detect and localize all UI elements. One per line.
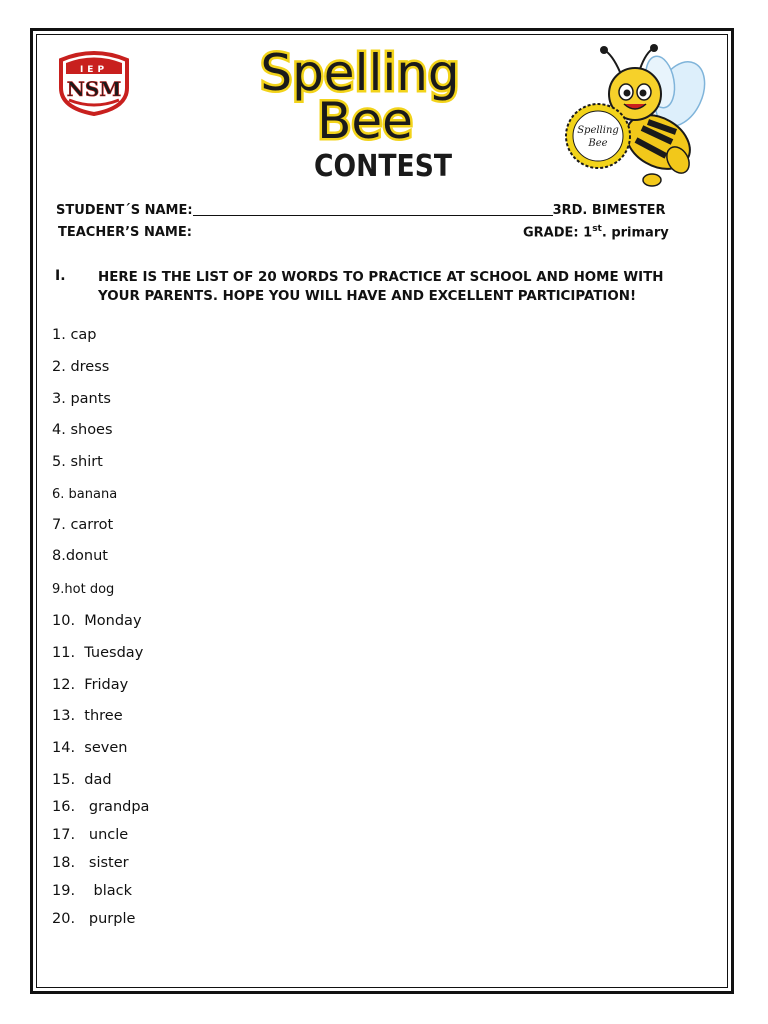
word-item: 8.donut <box>52 548 108 564</box>
svg-text:CONTEST: CONTEST <box>314 149 453 184</box>
instruction-text: HERE IS THE LIST OF 20 WORDS TO PRACTICE AT SCHOOL AND HOME WITH YOUR PARENTS. HOPE YOU WILL HAVE AND EXCELLENT PARTICIPATION! <box>98 270 664 304</box>
word-item: 16. grandpa <box>52 799 150 815</box>
spelling-bee-title <box>225 40 495 185</box>
word-item: 10. Monday <box>52 613 142 629</box>
student-name-label: STUDENT´S NAME: <box>56 203 193 218</box>
teacher-name-label: TEACHER’S NAME: <box>58 225 192 240</box>
word-item: 1. cap <box>52 327 97 343</box>
word-item: 4. shoes <box>52 422 113 438</box>
svg-text:NSM: NSM <box>66 77 122 101</box>
word-item: 18. sister <box>52 855 129 871</box>
svg-text:Bee: Bee <box>317 92 413 150</box>
word-item: 17. uncle <box>52 827 129 843</box>
word-item: 7. carrot <box>52 517 114 533</box>
grade-label: GRADE: 1st. primary <box>523 224 669 241</box>
svg-text:Spelling: Spelling <box>577 125 619 136</box>
svg-text:Bee: Bee <box>588 138 608 149</box>
bimester-label: 3RD. BIMESTER <box>552 203 666 218</box>
word-item: 11. Tuesday <box>52 645 144 661</box>
svg-text:Spelling: Spelling <box>260 44 460 102</box>
word-item: 15. dad <box>52 772 112 788</box>
word-item: 12. Friday <box>52 677 129 693</box>
bee-mascot-icon <box>560 42 710 190</box>
word-item: 6. banana <box>52 487 118 502</box>
word-item: 14. seven <box>52 740 128 756</box>
word-item: 5. shirt <box>52 454 103 470</box>
student-name-row <box>56 202 666 218</box>
word-item: 2. dress <box>52 359 110 375</box>
instruction-number: I. <box>55 268 66 284</box>
word-item: 3. pants <box>52 391 111 407</box>
word-item: 19. black <box>52 883 132 899</box>
svg-text:IEP: IEP <box>79 65 109 75</box>
word-item: 9.hot dog <box>52 582 115 597</box>
word-item: 20. purple <box>52 911 136 927</box>
word-item: 13. three <box>52 708 123 724</box>
student-name-blank[interactable] <box>193 202 553 216</box>
school-logo <box>55 50 133 116</box>
